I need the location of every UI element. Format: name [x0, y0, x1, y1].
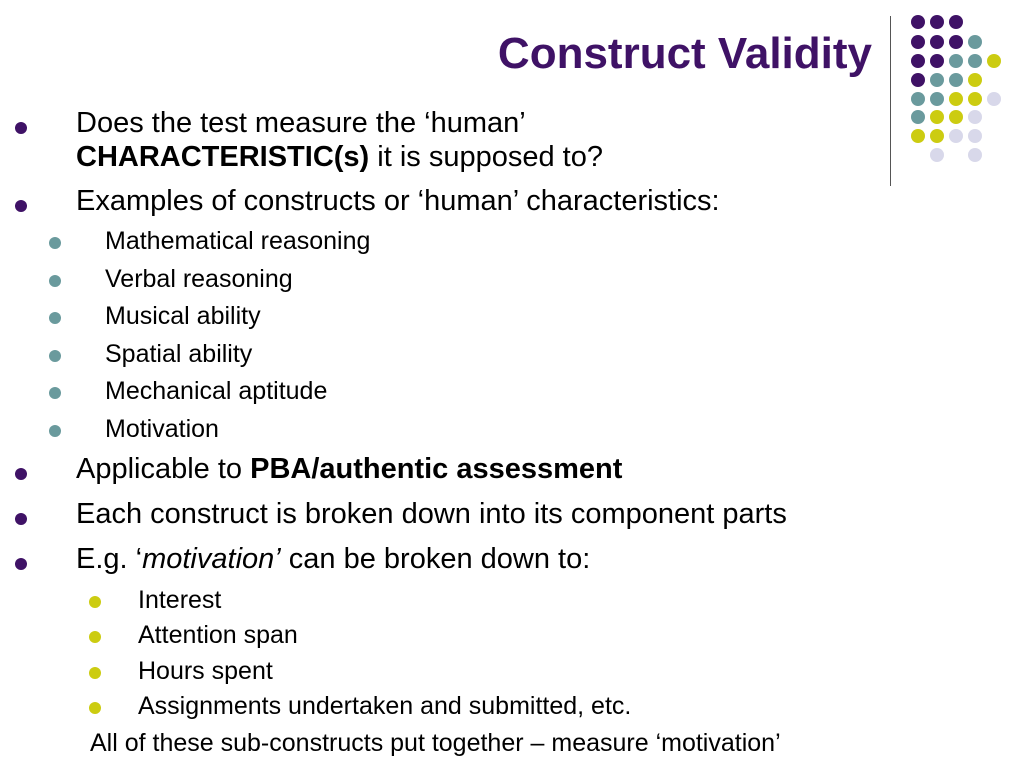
bullet-level3-icon	[89, 596, 101, 608]
summary-note: All of these sub-constructs put together – measure ‘motivation’	[90, 729, 781, 757]
pba-bold-text: PBA/authentic assessment	[250, 453, 623, 485]
bullet-level3-icon	[89, 631, 101, 643]
example-item: Mathematical reasoning	[105, 227, 371, 255]
bullet-level1-icon	[15, 122, 27, 134]
decorative-dot	[949, 110, 963, 124]
motivation-part-item: Interest	[138, 586, 222, 614]
motivation-italic-text: motivation’	[142, 543, 281, 575]
applicable-prefix-text: Applicable to	[76, 453, 251, 485]
decorative-dot	[949, 54, 963, 68]
decorative-dot	[968, 148, 982, 162]
bullet-level1-icon	[15, 468, 27, 480]
decorative-dot	[949, 35, 963, 49]
decorative-dot	[987, 54, 1001, 68]
example-item: Musical ability	[105, 302, 261, 330]
decorative-dot	[968, 35, 982, 49]
motivation-part-item: Hours spent	[138, 657, 273, 685]
bullet-applicable	[76, 454, 622, 486]
bullet-level2-icon	[49, 237, 61, 249]
decorative-dot	[930, 92, 944, 106]
decorative-dot	[930, 129, 944, 143]
decorative-dot	[911, 92, 925, 106]
eg-prefix-text: E.g. ‘	[76, 543, 143, 575]
decorative-dot	[949, 129, 963, 143]
bullet-examples-intro: Examples of constructs or ‘human’ characteristics:	[76, 185, 720, 217]
decorative-dot	[911, 54, 925, 68]
motivation-part-item: Attention span	[138, 621, 298, 649]
decorative-dot	[987, 92, 1001, 106]
bullet-level2-icon	[49, 425, 61, 437]
example-item: Mechanical aptitude	[105, 377, 328, 405]
decorative-dot	[911, 73, 925, 87]
bullet-level2-icon	[49, 275, 61, 287]
decorative-dot	[911, 15, 925, 29]
bullet-question-line1: Does the test measure the ‘human’	[76, 107, 526, 139]
bullet-each-construct: Each construct is broken down into its component parts	[76, 498, 787, 530]
decorative-dot	[911, 110, 925, 124]
decorative-dot	[930, 110, 944, 124]
bullet-level1-icon	[15, 200, 27, 212]
decorative-dot	[968, 92, 982, 106]
decorative-dot	[930, 35, 944, 49]
bullet-level2-icon	[49, 387, 61, 399]
characteristic-bold-text: CHARACTERISTIC(s)	[76, 141, 370, 173]
bullet-level2-icon	[49, 312, 61, 324]
bullet-level1-icon	[15, 513, 27, 525]
decorative-dot	[968, 73, 982, 87]
decorative-dot	[911, 129, 925, 143]
bullet-level3-icon	[89, 702, 101, 714]
motivation-part-item: Assignments undertaken and submitted, etc.	[138, 692, 632, 720]
example-item: Motivation	[105, 415, 219, 443]
bullet-level1-icon	[15, 558, 27, 570]
decorative-dot	[930, 73, 944, 87]
decorative-dot	[949, 73, 963, 87]
title-divider	[890, 16, 891, 186]
example-item: Verbal reasoning	[105, 265, 293, 293]
decorative-dot	[968, 54, 982, 68]
slide-title: Construct Validity	[497, 29, 872, 78]
bullet-example-motivation	[76, 544, 590, 576]
example-item: Spatial ability	[105, 340, 253, 368]
decorative-dot	[930, 15, 944, 29]
bullet-question-line2	[76, 142, 603, 174]
decorative-dot	[968, 129, 982, 143]
bullet-level3-icon	[89, 667, 101, 679]
decorative-dot	[949, 92, 963, 106]
bullet-level2-icon	[49, 350, 61, 362]
eg-suffix-text: can be broken down to:	[280, 543, 591, 575]
decorative-dot	[930, 148, 944, 162]
question-end-text: it is supposed to?	[369, 141, 603, 173]
decorative-dot	[930, 54, 944, 68]
decorative-dot	[968, 110, 982, 124]
decorative-dot	[949, 15, 963, 29]
decorative-dot	[911, 35, 925, 49]
